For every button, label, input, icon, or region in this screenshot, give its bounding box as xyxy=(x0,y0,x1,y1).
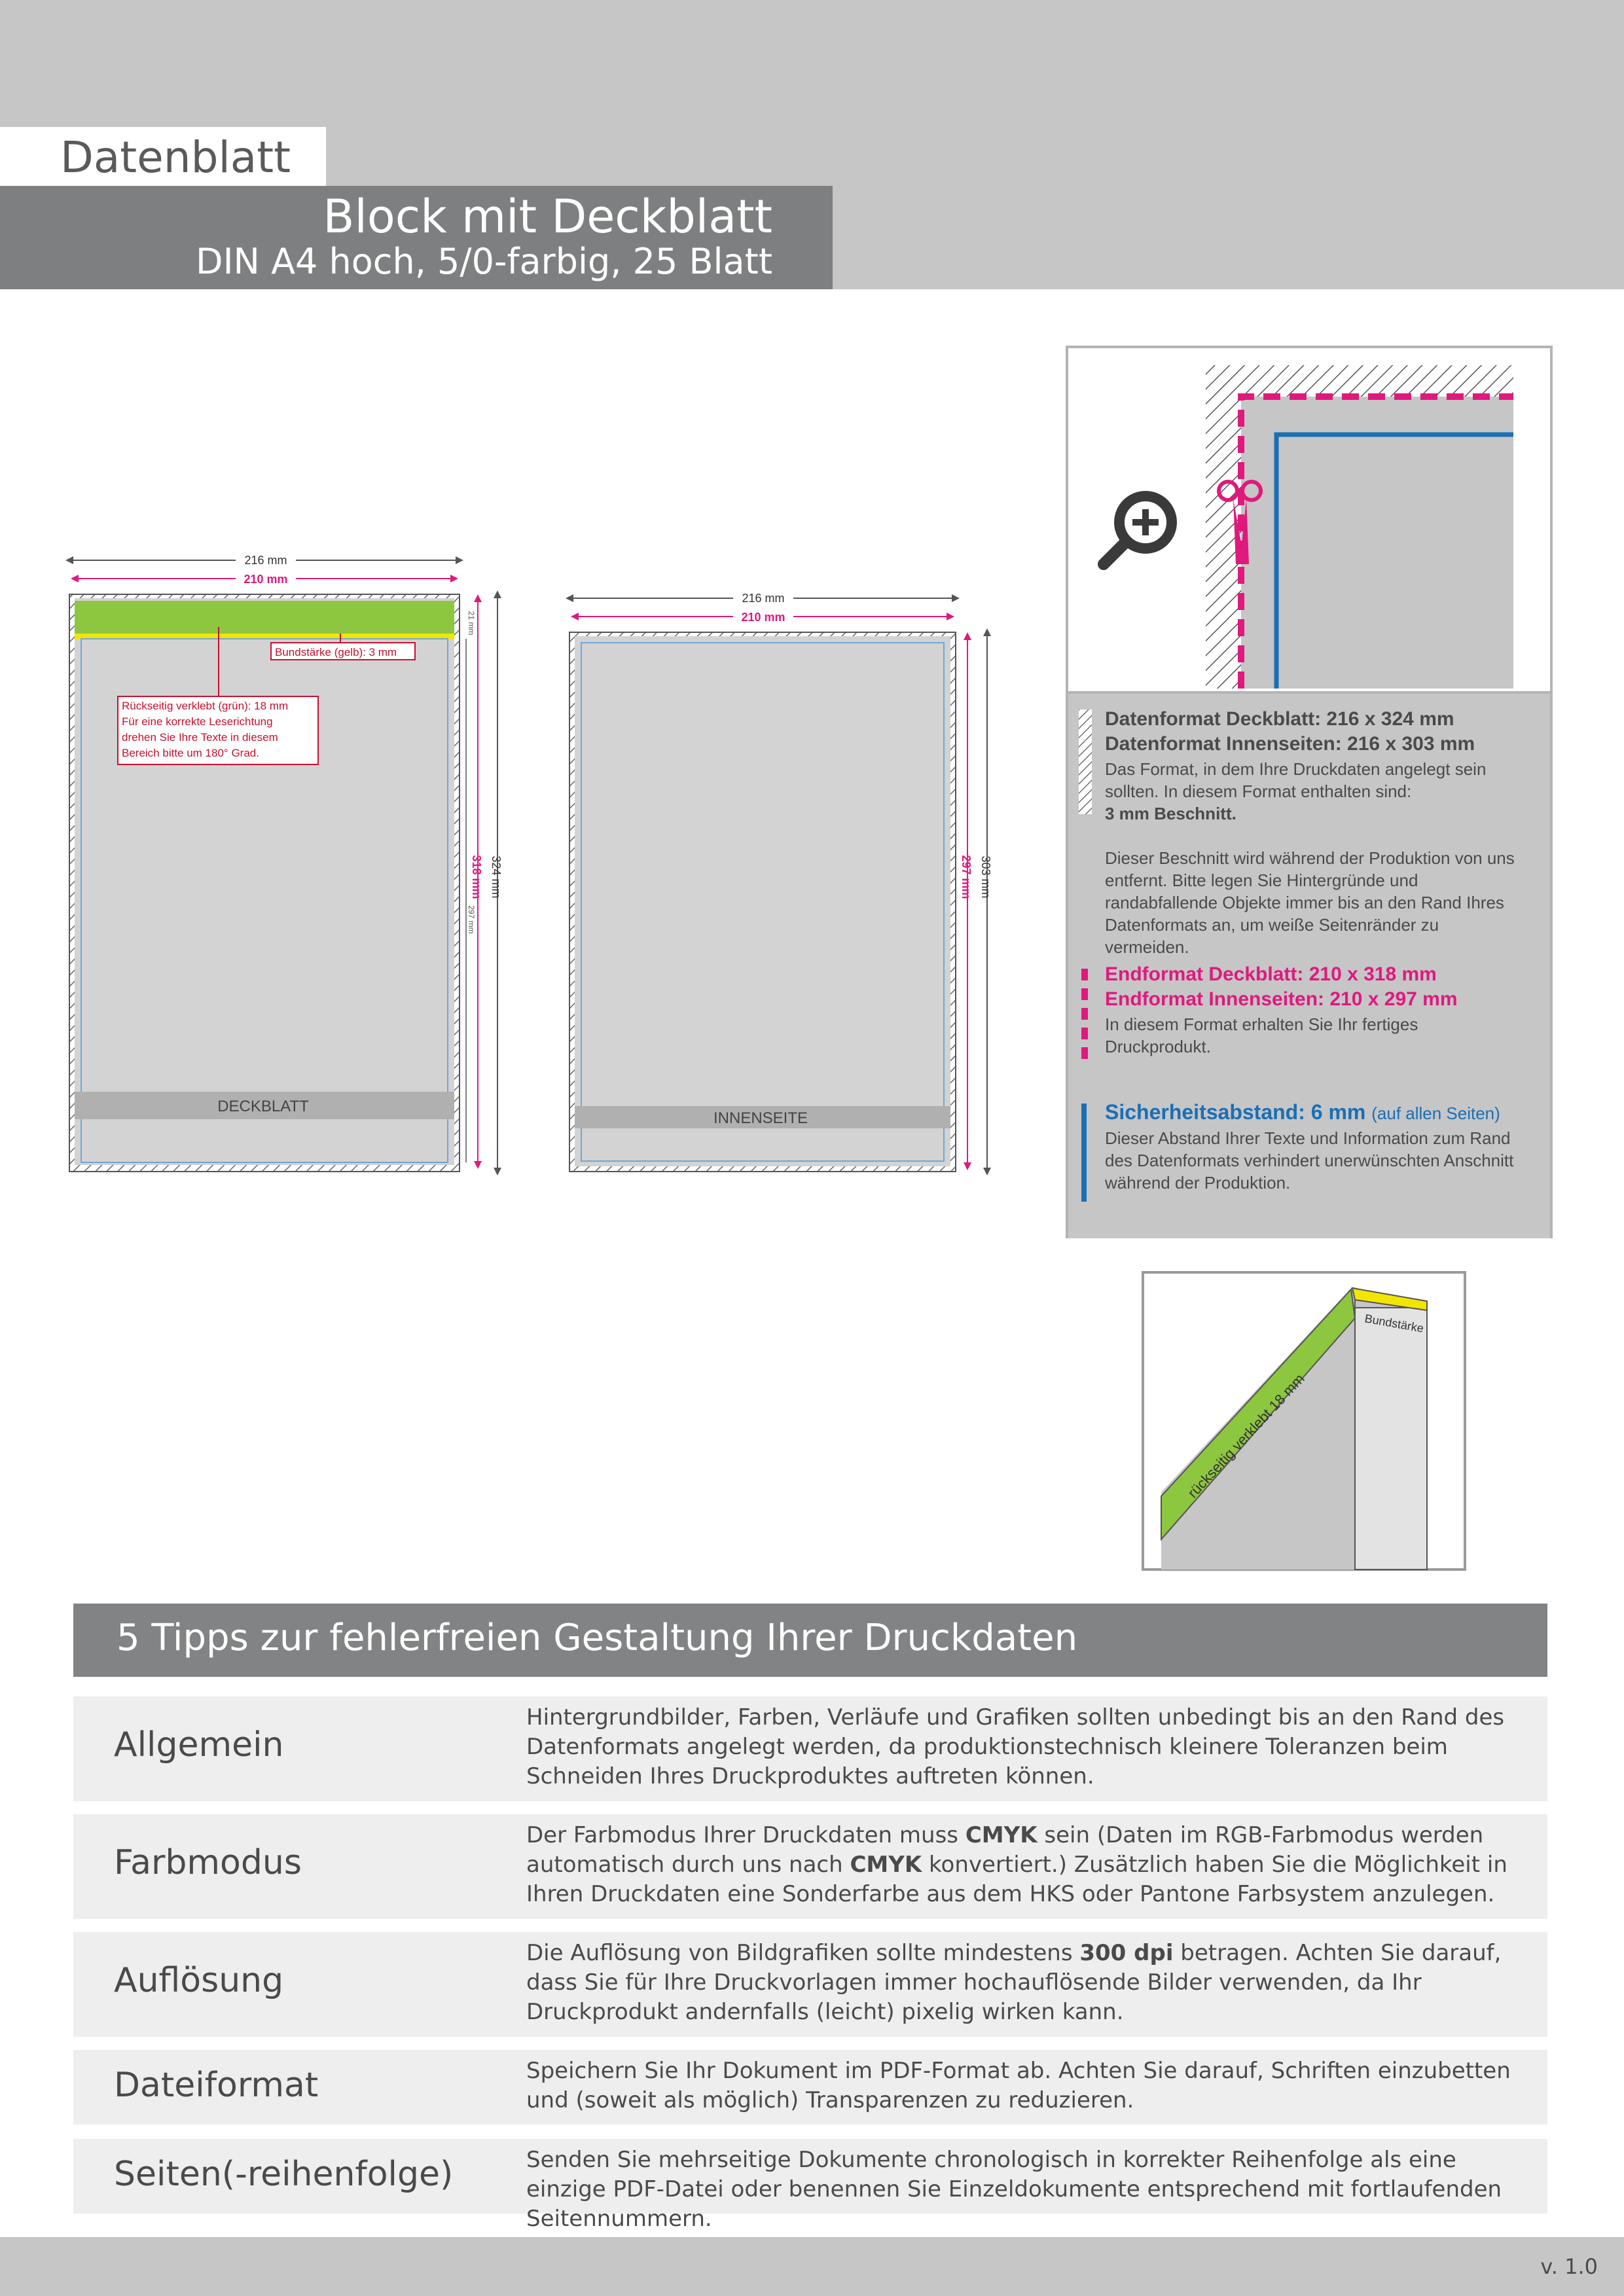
cover-height-final: 318 mm xyxy=(470,855,483,899)
cover-width-inner: 210 mm xyxy=(244,573,288,586)
end-format-cover: Endformat Deckblatt: 210 x 318 mm xyxy=(1105,963,1437,985)
end-format-text: In diesem Format erhalten Sie Ihr fertiges Druckprodukt. xyxy=(1105,1014,1418,1056)
tip-row-farbmodus: Farbmodus Der Farbmodus Ihrer Druckdaten muss CMYK sein (Daten im RGB-Farbmodus werden automatisch durch uns nach CMYK konvertiert.) Zusätzlich haben Sie die Möglichkeit in Ihren Druckdaten eine Sonderfarbe aus dem HKS oder Pantone Farbsystem anzulegen. xyxy=(73,1814,1547,1919)
cover-height-outer: 324 mm xyxy=(490,855,503,899)
page-title: Block mit Deckblatt xyxy=(323,190,772,243)
cover-small-dim: 21 mm xyxy=(467,611,476,636)
inner-height-inner: 297 mm xyxy=(960,855,973,899)
binding-note: Bundstärke (gelb): 3 mm xyxy=(275,646,397,658)
glue-label: rückseitig verklebt 18 mm xyxy=(1184,1370,1308,1501)
legend-body xyxy=(1068,691,1550,1238)
inner-diagram xyxy=(569,589,992,1172)
data-format-text: Das Format, in dem Ihre Druckdaten angelegt sein sollten. In diesem Format enthalten sind: 3 mm Beschnitt. xyxy=(1105,759,1487,823)
footer xyxy=(0,2237,1624,2296)
inner-width-inner: 210 mm xyxy=(741,611,785,624)
corner-zoom-illustration xyxy=(1068,348,1550,691)
tip-row-aufloesung: Auflösung Die Auflösung von Bildgrafiken sollte mindestens 300 dpi betragen. Achten Sie darauf, dass Sie für Ihre Druckvorlagen immer hochauflösende Bilder verwenden, da Ihr Druckprodukt andernfalls (leicht) pixelig wirken kann. xyxy=(73,1932,1547,2037)
cover-height-inner: 297 mm xyxy=(467,905,476,934)
glue-area xyxy=(75,601,454,634)
version-label: v. 1.0 xyxy=(1540,2254,1598,2279)
safety-text: Dieser Abstand Ihrer Texte und Information zum Rand des Datenformats verhindert unerwünschten Anschnitt während der Produktion. xyxy=(1105,1128,1514,1193)
cover-diagram xyxy=(69,551,503,1172)
binding-illustration xyxy=(1142,1271,1466,1571)
dash-marker xyxy=(1081,969,1088,1064)
format-diagrams xyxy=(0,0,1021,1198)
zoom-in-icon xyxy=(1104,496,1172,564)
datenblatt-label: Datenblatt xyxy=(0,127,326,186)
cover-width-outer: 216 mm xyxy=(244,554,287,567)
hatch-marker xyxy=(1079,709,1092,814)
format-legend xyxy=(1066,346,1553,1238)
page-subtitle: DIN A4 hoch, 5/0-farbig, 25 Blatt xyxy=(196,241,772,282)
inner-height-outer: 303 mm xyxy=(979,855,992,899)
inner-width-outer: 216 mm xyxy=(742,592,785,605)
data-format-inner: Datenformat Innenseiten: 216 x 303 mm xyxy=(1105,733,1475,755)
data-format-explanation: Dieser Beschnitt wird während der Produktion von uns entfernt. Bitte legen Sie Hintergründe und randabfallende Objekte immer bis an den Rand Ihres Datenformats an, um weiße Seitenränder zu vermeiden. xyxy=(1105,848,1515,957)
binding-label: Bundstärke xyxy=(1363,1312,1425,1335)
safety-title: Sicherheitsabstand: 6 mm (auf allen Seiten) xyxy=(1105,1100,1500,1124)
inner-label: INNENSEITE xyxy=(713,1109,808,1127)
data-format-cover: Datenformat Deckblatt: 216 x 324 mm xyxy=(1105,708,1454,730)
tip-row-dateiformat: Dateiformat Speichern Sie Ihr Dokument im PDF-Format ab. Achten Sie darauf, Schriften einzubetten und (soweit als möglich) Transparenzen zu reduzieren. xyxy=(73,2050,1547,2125)
tip-row-seiten: Seiten(-reihenfolge) Senden Sie mehrseitige Dokumente chronologisch in korrekter Reihenfolge als eine einzige PDF-Datei oder benennen Sie Einzeldokumente entsprechend mit fortlaufenden Seitennummern. xyxy=(73,2139,1547,2214)
end-format-inner: Endformat Innenseiten: 210 x 297 mm xyxy=(1105,988,1458,1010)
cover-label: DECKBLATT xyxy=(217,1098,309,1115)
tips-header: 5 Tipps zur fehlerfreien Gestaltung Ihrer Druckdaten xyxy=(73,1604,1547,1677)
glue-note: Rückseitig verklebt (grün): 18 mm Für eine korrekte Leserichtung drehen Sie Ihre Texte in diesem Bereich bitte um 180° Grad. xyxy=(122,700,289,759)
tip-row-allgemein: Allgemein Hintergrundbilder, Farben, Verläufe und Grafiken sollten unbedingt bis an den Rand des Datenformats angelegt werden, da produktionstechnisch kleinere Toleranzen beim Schneiden Ihres Druckproduktes auftreten können. xyxy=(73,1696,1547,1801)
safety-marker xyxy=(1081,1103,1087,1202)
